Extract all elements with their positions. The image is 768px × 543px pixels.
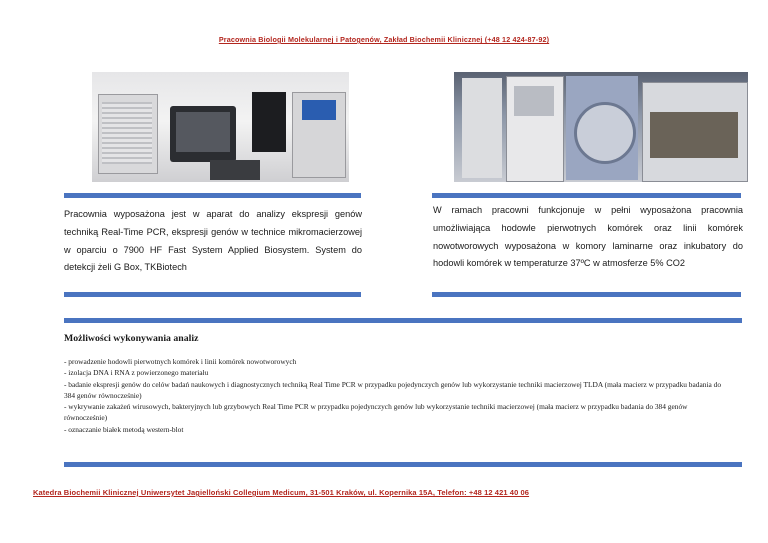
cell-culture-description: W ramach pracowni funkcjonuje w pełni wyposażona pracownia umożliwiająca hodowle pierwotnych komórek oraz linii komórek nowotworowych wyposażona w komory laminarne oraz inkubatory do hodowli komórek w temperaturze 37ºC w atmosferze 5% CO2 (433, 205, 743, 269)
page-header: Pracownia Biologii Molekularnej i Patogenów, Zakład Biochemii Klinicznej (+48 12 424-87-92) (218, 35, 550, 44)
list-item: - oznaczanie białek metodą western-blot (64, 424, 184, 434)
divider-bar (432, 292, 741, 297)
section-title: Możliwości wykonywania analiz (64, 333, 199, 344)
divider-bar (64, 462, 742, 467)
divider-bar (432, 193, 741, 198)
lab-equipment-photo-right (454, 72, 748, 182)
divider-bar (64, 193, 361, 198)
page-footer: Katedra Biochemii Klinicznej Uniwersytet Jagielloński Collegium Medicum, 31-501 Kraków, ul. Kopernika 15A, Telefon: +48 12 421 40 06 (33, 488, 530, 497)
list-item: - badanie ekspresji genów do celów badań naukowych i diagnostycznych techniką Real Time PCR w przypadku pojedynczych genów lub wykorzystanie techniki macierzowej TLDA (mała macierz w przypadku badania do 384 genów równocześnie) (64, 379, 722, 400)
list-item: - prowadzenie hodowli pierwotnych komórek i linii komórek nowotworowych (64, 357, 297, 366)
lab-equipment-photo-left (92, 72, 349, 182)
divider-bar (64, 292, 361, 297)
list-item: - izolacja DNA i RNA z powierzonego materiału (64, 368, 209, 378)
equipment-description: Pracownia wyposażona jest w aparat do analizy ekspresji genów techniką Real-Time PCR, ekspresji genów w technice mikromacierzowej w oparciu o 7900 HF Fast System Applied Biosystem. System do detekcji żeli G Box, TKBiotech (64, 209, 362, 273)
divider-bar (64, 318, 742, 323)
analysis-list (64, 356, 724, 435)
list-item: - wykrywanie zakażeń wirusowych, bakteryjnych lub grzybowych Real Time PCR w przypadku pojedynczych genów lub wykorzystanie techniki macierzowej (mała macierz w przypadku badania do 384 genów równocześnie) (64, 402, 688, 423)
